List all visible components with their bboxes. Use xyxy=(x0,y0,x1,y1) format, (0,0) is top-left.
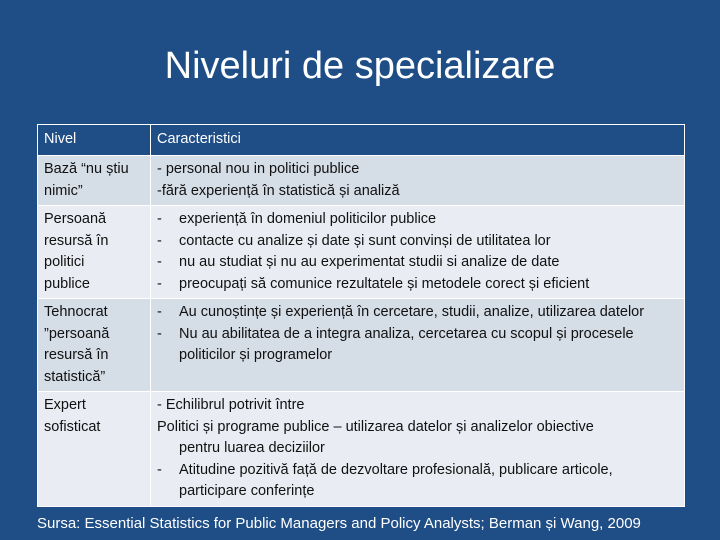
characteristics-cell xyxy=(151,299,685,392)
bullet-item xyxy=(157,274,678,296)
bullet-item xyxy=(157,252,678,274)
level-cell xyxy=(38,206,151,299)
level-text: publice xyxy=(44,275,90,292)
level-text: Persoană xyxy=(44,211,107,227)
bullet-dash: - xyxy=(157,325,162,342)
bullet-item xyxy=(157,324,678,367)
page-title: Niveluri de specializare xyxy=(164,45,556,87)
characteristic-line: Politici și programe publice – utilizarea datelor și analizelor obiective xyxy=(157,418,594,435)
level-cell xyxy=(38,392,151,507)
bullet-text: nu au studiat și nu au experimentat studii si analize de date xyxy=(179,254,560,270)
characteristic-line: - personal nou in politici publice xyxy=(157,161,360,177)
bullet-dash: - xyxy=(157,211,162,227)
level-text: Tehnocrat xyxy=(44,304,108,320)
level-cell xyxy=(38,156,151,206)
bullet-dash: - xyxy=(157,254,162,270)
bullet-dash: - xyxy=(157,275,162,292)
level-text: resursă în xyxy=(44,232,109,249)
bullet-item xyxy=(157,302,678,324)
table-row xyxy=(38,299,685,392)
table-row xyxy=(38,156,685,206)
characteristic-line: - Echilibrul potrivit între xyxy=(157,397,305,413)
characteristic-line: -fără experiență în statistică și analiză xyxy=(157,182,400,199)
bullet-dash: - xyxy=(157,304,162,320)
level-text: Expert xyxy=(44,397,86,413)
characteristics-cell xyxy=(151,156,685,206)
bullet-dash: - xyxy=(157,461,162,478)
level-text: nimic” xyxy=(44,182,83,199)
table-row xyxy=(38,392,685,507)
bullet-text: preocupați să comunice rezultatele și metodele corect și eficient xyxy=(179,275,590,292)
bullet-item xyxy=(157,231,678,253)
table-row xyxy=(38,206,685,299)
characteristics-cell xyxy=(151,392,685,507)
level-text: statistică” xyxy=(44,368,106,385)
bullet-text: contacte cu analize și date și sunt convinși de utilitatea lor xyxy=(179,232,551,249)
bullet-text: Au cunoștințe și experiență în cercetare, studii, analize, utilizarea datelor xyxy=(179,304,645,320)
bullet-dash: - xyxy=(157,232,162,249)
level-text: sofisticat xyxy=(44,418,101,435)
characteristics-cell xyxy=(151,206,685,299)
source-citation: Sursa: Essential Statistics for Public Managers and Policy Analysts; Berman și Wang, 2009 xyxy=(37,515,641,532)
level-text: Bază “nu știu xyxy=(44,161,129,177)
characteristic-line: pentru luarea deciziilor xyxy=(179,440,325,456)
level-text: ”persoană xyxy=(44,325,110,342)
bullet-text: experiență în domeniul politicilor publice xyxy=(179,211,437,227)
level-cell xyxy=(38,299,151,392)
bullet-item xyxy=(157,209,678,231)
level-text: resursă în xyxy=(44,347,109,363)
table-header-row xyxy=(38,125,685,156)
bullet-text: Nu au abilitatea de a integra analiza, cercetarea cu scopul și procesele politicilor și programelor xyxy=(179,325,634,363)
header-characteristics: Caracteristici xyxy=(151,125,685,156)
level-text: politici xyxy=(44,254,85,270)
bullet-text: Atitudine pozitivă față de dezvoltare profesională, publicare articole, participare conferințe xyxy=(179,461,613,499)
bullet-item xyxy=(157,460,678,503)
header-level: Nivel xyxy=(38,125,151,156)
specialization-table xyxy=(37,124,685,507)
